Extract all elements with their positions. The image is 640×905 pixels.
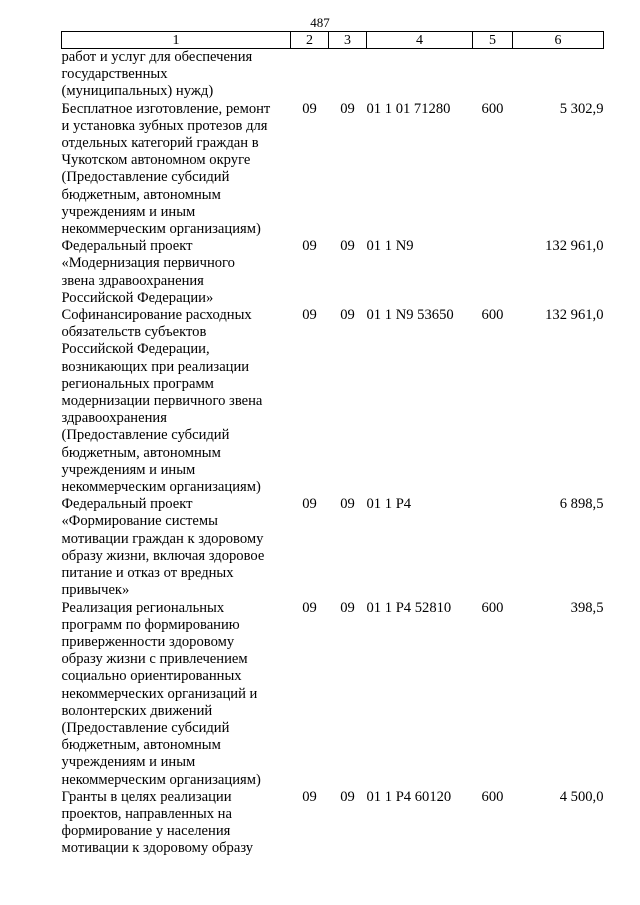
- row-subsection: 09: [340, 496, 355, 513]
- row-amount: 398,5: [570, 599, 604, 616]
- row-expense-type: 600: [481, 100, 504, 117]
- row-subsection: 09: [340, 238, 355, 255]
- column-header-subsection: 3: [329, 32, 367, 49]
- row-section: 09: [302, 238, 317, 255]
- row-target-article: 01 1 N9 53650: [366, 307, 454, 324]
- row-expense-type: 600: [481, 307, 504, 324]
- column-header-section: 2: [291, 32, 329, 49]
- table-row: [62, 307, 604, 496]
- table-row: [62, 238, 604, 307]
- row-name-text: работ и услуг для обеспечения государственных (муниципальных) нужд): [61, 49, 253, 100]
- column-header-target-article: 4: [367, 32, 473, 49]
- row-expense-type: 600: [481, 788, 504, 805]
- row-amount: 5 302,9: [559, 100, 604, 117]
- table-row: [62, 600, 604, 789]
- table-row: [62, 789, 604, 858]
- row-name: [62, 101, 291, 239]
- row-name-text: Гранты в целях реализации проектов, направленных на формирование у населения мотивации к здоровому образу: [61, 788, 254, 857]
- row-target-article: 01 1 01 71280: [366, 100, 451, 117]
- row-name: [62, 789, 291, 858]
- row-target-article: 01 1 P4: [366, 496, 412, 513]
- table-row: [62, 49, 604, 101]
- row-name: [62, 238, 291, 307]
- row-subsection: 09: [340, 307, 355, 324]
- row-expense-type: [473, 238, 513, 307]
- row-amount: 132 961,0: [545, 238, 604, 255]
- row-target-article: 01 1 N9: [366, 238, 414, 255]
- row-expense-type: [473, 496, 513, 599]
- row-section: 09: [302, 788, 317, 805]
- row-name-text: Федеральный проект «Модернизация первичного звена здравоохранения Российской Федерации»: [61, 238, 235, 306]
- row-target-article: [367, 49, 473, 101]
- row-name-text: Бесплатное изготовление, ремонт и установка зубных протезов для отдельных категорий граждан в Чукотском автономном округе (Предоставление субсидий бюджетным, автономным учреждениям и иным некоммерческим организациям): [61, 100, 271, 238]
- row-name-text: Федеральный проект «Формирование системы мотивации граждан к здоровому образу жизни, включая здоровое питание и отказ от вредных привычек»: [61, 496, 265, 599]
- column-header-expense-type: 5: [473, 32, 513, 49]
- row-name: [62, 600, 291, 789]
- row-section: [291, 49, 329, 101]
- row-section: 09: [302, 496, 317, 513]
- row-expense-type: [473, 49, 513, 101]
- row-section: 09: [302, 100, 317, 117]
- row-subsection: 09: [340, 100, 355, 117]
- row-name: [62, 49, 291, 101]
- row-subsection: [329, 49, 367, 101]
- row-target-article: 01 1 P4 60120: [366, 788, 452, 805]
- row-amount: 4 500,0: [559, 788, 604, 805]
- table-row: [62, 496, 604, 599]
- row-section: 09: [302, 599, 317, 616]
- row-name-text: Реализация региональных программ по формированию приверженности здоровому образу жизни с привлечением социально ориентированных некоммерческих организаций и волонтерских движений (Предоставление субсидий бюджетным, автономным учреждениям и иным некоммерческим организациям): [61, 599, 261, 788]
- row-expense-type: 600: [481, 599, 504, 616]
- row-subsection: 09: [340, 788, 355, 805]
- row-amount: [513, 49, 604, 101]
- column-header-amount: 6: [513, 32, 604, 49]
- row-name: [62, 496, 291, 599]
- row-name: [62, 307, 291, 496]
- row-section: 09: [302, 307, 317, 324]
- row-subsection: 09: [340, 599, 355, 616]
- row-amount: 132 961,0: [545, 307, 604, 324]
- table-row: [62, 101, 604, 239]
- row-target-article: 01 1 P4 52810: [366, 599, 452, 616]
- page-number: 487: [310, 15, 330, 30]
- budget-table: [61, 31, 604, 858]
- row-amount: 6 898,5: [559, 496, 604, 513]
- column-number-header: [62, 32, 604, 49]
- row-name-text: Софинансирование расходных обязательств субъектов Российской Федерации, возникающих при реализации региональных программ модернизации первичного звена здравоохранения (Предоставление субсидий бюджетным, автономным учреждениям и иным некоммерческим организациям): [61, 307, 263, 496]
- column-header-name: 1: [62, 32, 291, 49]
